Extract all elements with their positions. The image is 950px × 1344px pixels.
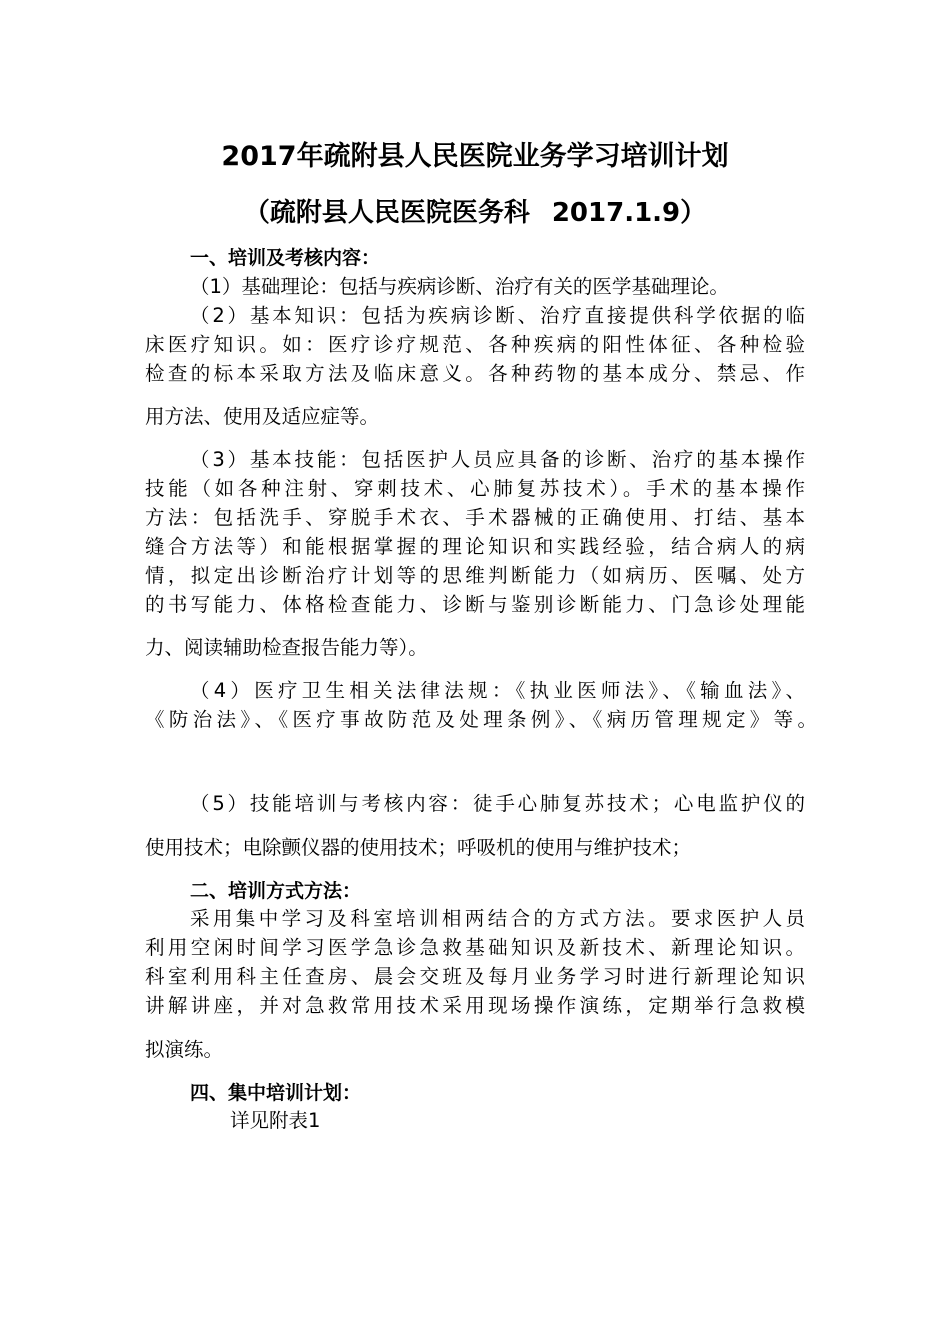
methods-line-5: 拟演练。 [145,1038,224,1061]
item-basic-skills-line-4: 缝合方法等）和能根据掌握的理论知识和实践经验，结合病人的病 [145,535,805,558]
document-subtitle [0,197,950,229]
item-basic-theory: （1）基础理论：包括与疾病诊断、治疗有关的医学基础理论。 [190,275,729,298]
item-basic-skills-line-2: 技能（如各种注射、穿刺技术、心肺复苏技术）。手术的基本操作 [145,477,805,500]
item-laws-line-2: 《防治法》、《医疗事故防范及处理条例》、《病历管理规定》等。 [145,708,817,731]
item-laws-line-1: （4）医疗卫生相关法律法规：《执业医师法》、《输血法》、 [190,679,805,702]
subtitle-date: 2017.1.9） [551,198,707,228]
document-title: 2017年疏附县人民医院业务学习培训计划 [221,141,729,172]
methods-line-4: 讲解讲座，并对急救常用技术采用现场操作演练，定期举行急救模 [145,994,805,1017]
section-heading-training-methods: 二、培训方式方法： [190,880,362,902]
item-basic-skills-line-1: （3）基本技能：包括医护人员应具备的诊断、治疗的基本操作 [190,448,805,471]
item-basic-skills-line-3: 方法：包括洗手、穿脱手术衣、手术器械的正确使用、打结、基本 [145,506,805,529]
section-heading-centralized-plan: 四、集中培训计划： [190,1082,362,1104]
item-basic-knowledge-line-2: 床医疗知识。如：医疗诊疗规范、各种疾病的阳性体征、各种检验 [145,333,805,356]
see-attached-table: 详见附表1 [230,1109,321,1132]
item-basic-skills-line-6: 的书写能力、体格检查能力、诊断与鉴别诊断能力、门急诊处理能 [145,593,805,616]
item-basic-knowledge-line-3: 检查的标本采取方法及临床意义。各种药物的基本成分、禁忌、作 [145,362,805,385]
methods-line-1: 采用集中学习及科室培训相两结合的方式方法。要求医护人员 [190,907,805,930]
item-basic-knowledge-line-1: （2）基本知识：包括为疾病诊断、治疗直接提供科学依据的临 [190,304,805,327]
item-skill-training-line-1: （5）技能培训与考核内容：徒手心肺复苏技术；心电监护仪的 [190,792,805,815]
item-basic-skills-line-5: 情，拟定出诊断治疗计划等的思维判断能力（如病历、医嘱、处方 [145,564,805,587]
item-basic-skills-line-7: 力、阅读辅助检查报告能力等）。 [145,636,428,659]
item-skill-training-line-2: 使用技术；电除颤仪器的使用技术；呼吸机的使用与维护技术； [145,836,692,859]
methods-line-2: 利用空闲时间学习医学急诊急救基础知识及新技术、新理论知识。 [145,936,805,959]
section-heading-training-content: 一、培训及考核内容： [190,247,381,269]
item-basic-knowledge-line-4: 用方法、使用及适应症等。 [145,405,380,428]
methods-line-3: 科室利用科主任查房、晨会交班及每月业务学习时进行新理论知识 [145,965,805,988]
subtitle-department: （疏附县人民医院医务科 [243,198,530,228]
